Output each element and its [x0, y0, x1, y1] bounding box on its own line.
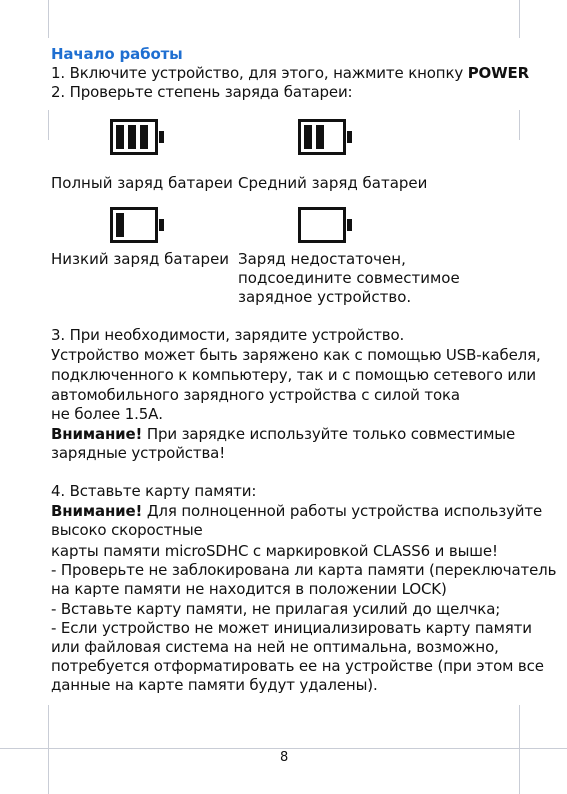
- step-4-line: данные на карте памяти будут удалены).: [51, 676, 378, 694]
- battery-bar: [116, 125, 124, 149]
- battery-bar: [116, 213, 124, 237]
- step-4-line: на карте памяти не находится в положении LOCK): [51, 580, 447, 598]
- crop-mark: [519, 110, 520, 140]
- step-3-line: автомобильного зарядного устройства с силой тока: [51, 386, 460, 404]
- battery-medium-label: Средний заряд батареи: [238, 174, 428, 192]
- battery-terminal: [159, 219, 164, 231]
- step-3-warning: [51, 425, 515, 444]
- step-4-line: - Вставьте карту памяти, не прилагая усилий до щелчка;: [51, 600, 501, 618]
- battery-low-icon: [110, 207, 158, 243]
- step-4-line: потребуется отформатировать ее на устройстве (при этом все: [51, 657, 544, 675]
- battery-empty-label-3: зарядное устройство.: [238, 288, 412, 306]
- crop-mark: [48, 705, 49, 794]
- step-4-line: 4. Вставьте карту памяти:: [51, 482, 257, 500]
- battery-terminal: [347, 131, 352, 143]
- battery-empty-label-2: подсоедините совместимое: [238, 269, 460, 287]
- warning-text: Для полноценной работы устройства используйте: [142, 502, 543, 520]
- crop-mark: [48, 110, 49, 140]
- warning-text: При зарядке используйте только совместимые: [142, 425, 516, 443]
- battery-terminal: [159, 131, 164, 143]
- step-4-line: или файловая система на ней не оптимальна, возможно,: [51, 638, 499, 656]
- step-2: 2. Проверьте степень заряда батареи:: [51, 83, 353, 101]
- step-3-line: зарядные устройства!: [51, 444, 226, 462]
- step-3-line: 3. При необходимости, зарядите устройство.: [51, 326, 405, 344]
- warning-label: Внимание!: [51, 502, 143, 520]
- step-4-line: высоко скоростные: [51, 521, 203, 539]
- section-title: Начало работы: [51, 45, 183, 63]
- battery-bar: [140, 125, 148, 149]
- battery-empty-label-1: Заряд недостаточен,: [238, 250, 406, 268]
- step-3-line: не более 1.5А.: [51, 405, 163, 423]
- crop-mark: [519, 0, 520, 38]
- step-4-line: - Если устройство не может инициализировать карту памяти: [51, 619, 532, 637]
- step-4-warning: [51, 502, 542, 521]
- battery-bar: [128, 125, 136, 149]
- battery-bar: [316, 125, 324, 149]
- battery-terminal: [347, 219, 352, 231]
- battery-low-label: Низкий заряд батареи: [51, 250, 230, 268]
- crop-mark: [519, 705, 520, 794]
- step-3-line: Устройство может быть заряжено как с помощью USB-кабеля,: [51, 346, 541, 364]
- crop-mark: [48, 0, 49, 38]
- page-number: 8: [280, 750, 289, 765]
- step-4-line: карты памяти microSDHC с маркировкой CLASS6 и выше!: [51, 542, 498, 560]
- step-4-line: - Проверьте не заблокирована ли карта памяти (переключатель: [51, 561, 557, 579]
- warning-label: Внимание!: [51, 425, 143, 443]
- step-3-line: подключенного к компьютеру, так и с помощью сетевого или: [51, 366, 536, 384]
- battery-full-icon: [110, 119, 158, 155]
- power-keyword: POWER: [467, 64, 530, 82]
- battery-medium-icon: [298, 119, 346, 155]
- battery-empty-icon: [298, 207, 346, 243]
- step-1-text: 1. Включите устройство, для этого, нажмите кнопку: [51, 64, 468, 82]
- battery-full-label: Полный заряд батареи: [51, 174, 233, 192]
- crop-mark: [0, 748, 567, 749]
- step-1: [51, 64, 529, 83]
- battery-bar: [304, 125, 312, 149]
